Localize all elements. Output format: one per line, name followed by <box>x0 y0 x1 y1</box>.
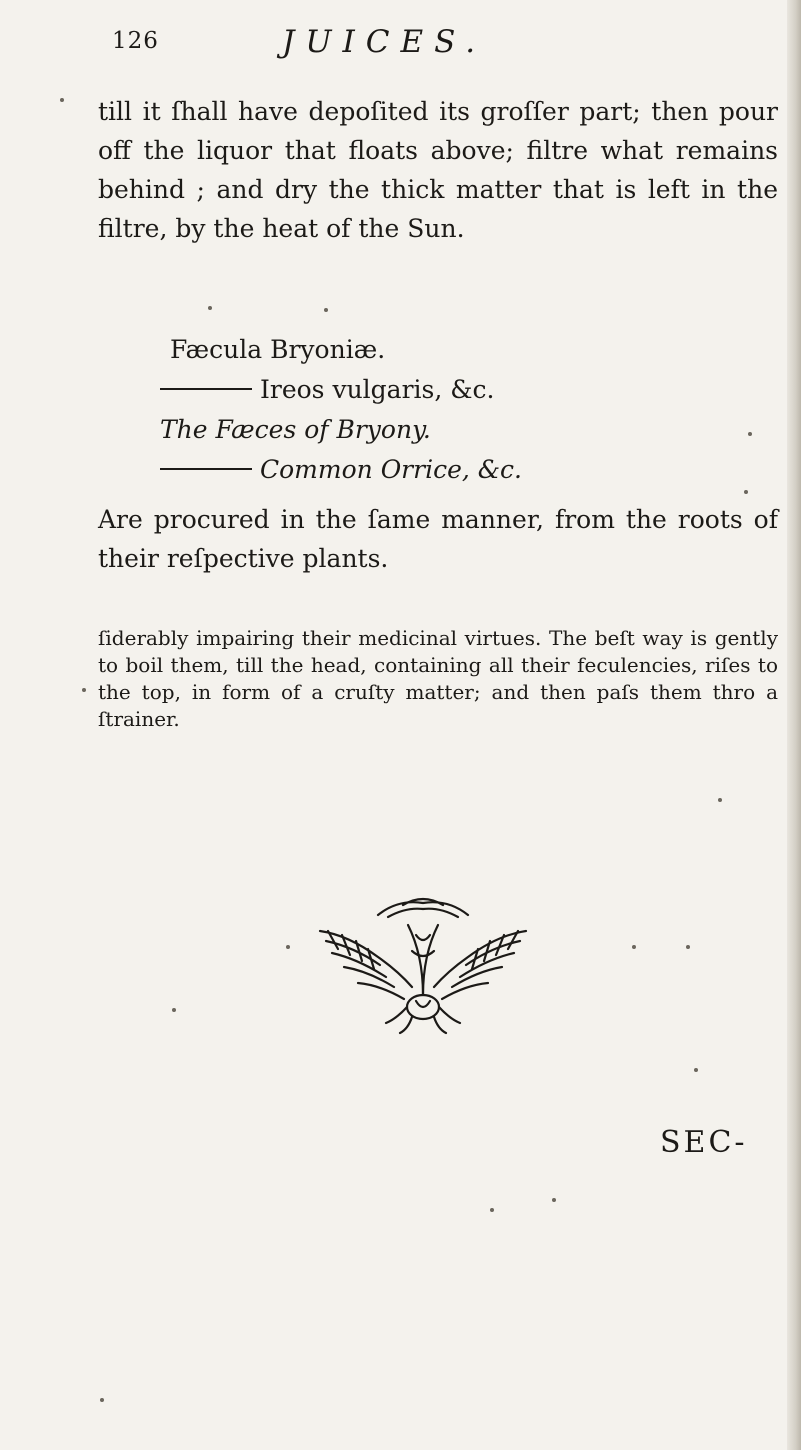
page-edge-shadow <box>787 0 801 1450</box>
header-title: JUICES. <box>282 24 487 60</box>
running-head <box>112 24 612 68</box>
ink-speck <box>324 308 328 312</box>
ink-speck <box>748 432 752 436</box>
heading-common-orrice <box>160 450 720 490</box>
dash-rule <box>160 388 252 390</box>
ink-speck <box>172 1008 176 1012</box>
ink-speck <box>208 306 212 310</box>
ink-speck <box>100 1398 104 1402</box>
ink-speck <box>632 945 636 949</box>
paragraph-2: Are procured in the ſame manner, from the roots of their reſpective plants. <box>98 505 778 573</box>
ink-speck <box>686 945 690 949</box>
foliate-tailpiece-icon <box>308 895 538 1035</box>
heading-faeces-of-bryony <box>160 410 720 450</box>
dash-rule <box>160 468 252 470</box>
paragraph-1: till it ſhall have depoſited its groſſer part; then pour off the liquor that floats above; filtre what remains behind ; and dry the thick matter that is left in the filtre, by the heat of the Sun. <box>98 97 778 243</box>
ink-speck <box>718 798 722 802</box>
ink-speck <box>744 490 748 494</box>
footnote: ſiderably impairing their medicinal virtues. The beſt way is gently to boil them, till the head, containing all their feculencies, riſes to the top, in form of a cruſty matter; and then paſs them thro a ſtrainer. <box>98 626 778 731</box>
heading-text: Ireos vulgaris, &c. <box>260 375 495 404</box>
heading-text: Common Orrice, &c. <box>260 455 522 484</box>
catchword: SEC- <box>660 1125 748 1160</box>
heading-text: Fæcula Bryoniæ. <box>170 335 386 364</box>
ink-speck <box>552 1198 556 1202</box>
ink-speck <box>694 1068 698 1072</box>
ink-speck <box>60 98 64 102</box>
ink-speck <box>490 1208 494 1212</box>
heading-text: The Fæces of Bryony. <box>160 415 431 444</box>
page-number: 126 <box>112 28 159 54</box>
heading-ireos-vulgaris <box>160 370 720 410</box>
recipe-headings <box>160 330 720 490</box>
ink-speck <box>286 945 290 949</box>
ink-speck <box>82 688 86 692</box>
heading-faecula-bryoniae <box>160 330 720 370</box>
